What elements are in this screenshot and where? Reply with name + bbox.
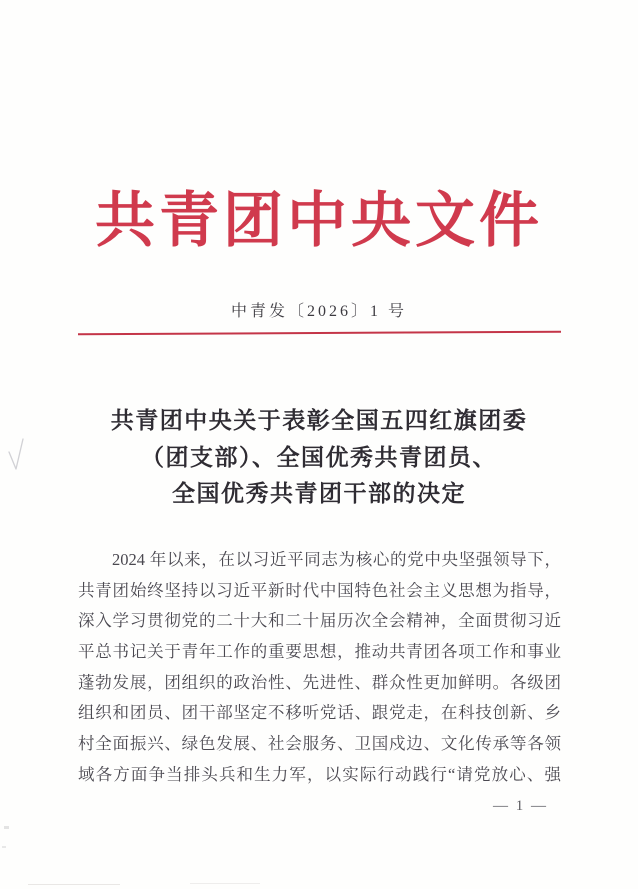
- body-line: 深入学习贯彻党的二十大和二十届历次全会精神，全面贯彻习近: [78, 611, 561, 631]
- body-line: 共青团始终坚持以习近平新时代中国特色社会主义思想为指导，: [78, 580, 561, 600]
- document-title: [40, 403, 598, 513]
- doc-number: 中青发〔2026〕1 号: [230, 303, 407, 320]
- body-paragraph: [78, 545, 561, 791]
- page-number: — 1 —: [493, 798, 548, 814]
- red-separator-rule: [78, 331, 561, 336]
- scan-artifact: [4, 826, 9, 829]
- pen-checkmark-artifact: [6, 436, 28, 476]
- body-line: 域各方面争当排头兵和生力军，以实际行动践行“请党放心、强: [78, 764, 561, 784]
- document-title-line: 全国优秀共青团干部的决定: [172, 481, 466, 506]
- scan-artifact: [190, 883, 260, 884]
- body-line: 2024 年以来，在以习近平同志为核心的党中央坚强领导下，: [112, 550, 561, 569]
- scan-artifact: [28, 884, 120, 886]
- body-line: 村全面振兴、绿色发展、社会服务、卫国戍边、文化传承等各领: [78, 734, 561, 754]
- masthead-title: 共青团中央文件: [95, 188, 543, 254]
- body-line: 组织和团员、团干部坚定不移听党话、跟党走，在科技创新、乡: [78, 703, 561, 723]
- scan-artifact: [2, 846, 6, 848]
- body-line: 平总书记关于青年工作的重要思想，推动共青团各项工作和事业: [78, 642, 561, 662]
- body-line: 蓬勃发展，团组织的政治性、先进性、群众性更加鲜明。各级团: [78, 672, 561, 692]
- document-title-line: 共青团中央关于表彰全国五四红旗团委: [110, 408, 528, 433]
- document-title-line: （团支部）、全国优秀共青团员、: [141, 444, 497, 470]
